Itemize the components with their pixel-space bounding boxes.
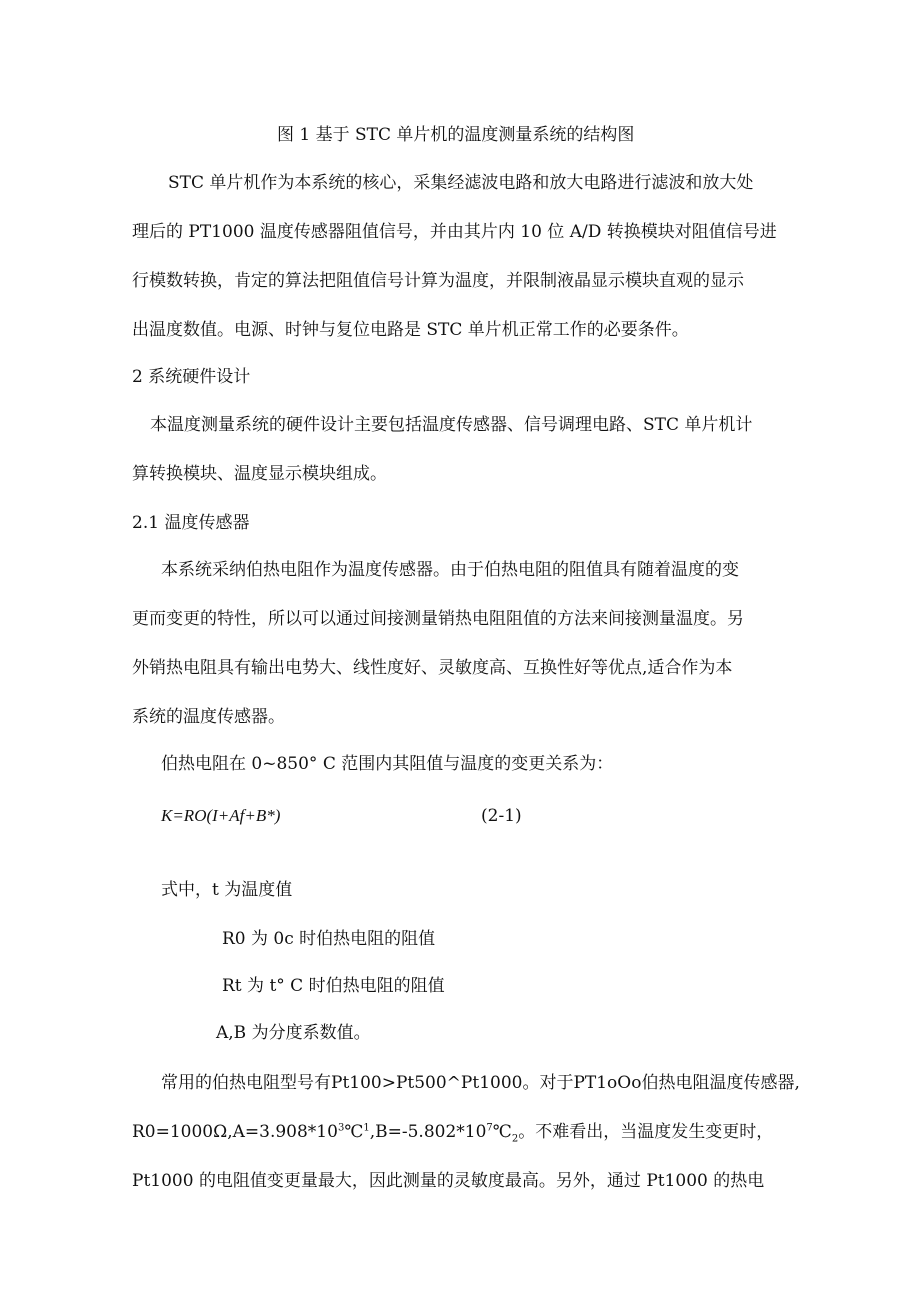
text-line: 本系统采纳伯热电阻作为温度传感器。由于伯热电阻的阻值具有随着温度的变 <box>161 560 739 580</box>
text-run: R0=1000Ω,A=3.908*10 <box>132 1122 338 1142</box>
where-item: A,B 为分度系数值。 <box>216 1023 371 1043</box>
text-line: 外销热电阻具有输出电势大、线性度好、灵敏度高、互换性好等优点,适合作为本 <box>132 658 733 678</box>
where-item: R0 为 0c 时伯热电阻的阻值 <box>222 929 436 949</box>
superscript: 7 <box>486 1122 493 1134</box>
text-line <box>132 1121 773 1143</box>
text-line: 常用的伯热电阻型号有Pt100>Pt500^Pt1000。对于PT1oOo伯热电阻温度传感器, <box>161 1073 800 1093</box>
text-line: 算转换模块、温度显示模块组成。 <box>132 464 387 484</box>
subsection-heading: 2.1 温度传感器 <box>132 513 250 533</box>
text-line: STC 单片机作为本系统的核心，采集经滤波电路和放大电路进行滤波和放大处 <box>168 173 754 193</box>
text-line: 理后的 PT1000 温度传感器阻值信号，并由其片内 10 位 A/D 转换模块对阻值信号进 <box>132 222 777 242</box>
superscript: 3 <box>337 1122 345 1134</box>
where-item: Rt 为 t° C 时伯热电阻的阻值 <box>222 976 445 996</box>
text-line: 行模数转换，肯定的算法把阻值信号计算为温度，并限制液晶显示模块直观的显示 <box>132 271 744 291</box>
formula-number: (2-1) <box>481 806 522 826</box>
where-item: 式中，t 为温度值 <box>161 880 293 900</box>
text-run: ℃ <box>344 1122 364 1142</box>
superscript: 1 <box>363 1122 370 1134</box>
figure-caption: 图 1 基于 STC 单片机的温度测量系统的结构图 <box>277 125 635 145</box>
subscript: 2 <box>511 1133 519 1145</box>
text-line: 出温度数值。电源、时钟与复位电路是 STC 单片机正常工作的必要条件。 <box>132 320 689 340</box>
text-run: ,B=-5.802*10 <box>369 1122 487 1142</box>
paragraph-4: 伯热电阻在 0~850° C 范围内其阻值与温度的变更关系为： <box>161 754 614 774</box>
text-line: 系统的温度传感器。 <box>132 707 285 727</box>
text-line: 更而变更的特性，所以可以通过间接测量销热电阻阻值的方法来间接测量温度。另 <box>132 609 744 629</box>
text-line: Pt1000 的电阻值变更量最大，因此测量的灵敏度最高。另外，通过 Pt1000 的热电 <box>132 1171 765 1191</box>
text-run: 。不难看出，当温度发生变更时， <box>518 1122 774 1142</box>
text-run: ℃ <box>492 1122 512 1142</box>
text-line: 本温度测量系统的硬件设计主要包括温度传感器、信号调理电路、STC 单片机计 <box>150 415 753 435</box>
section-heading: 2 系统硬件设计 <box>132 367 251 387</box>
formula-expression: K=RO(I+Af+B*) <box>161 806 281 825</box>
